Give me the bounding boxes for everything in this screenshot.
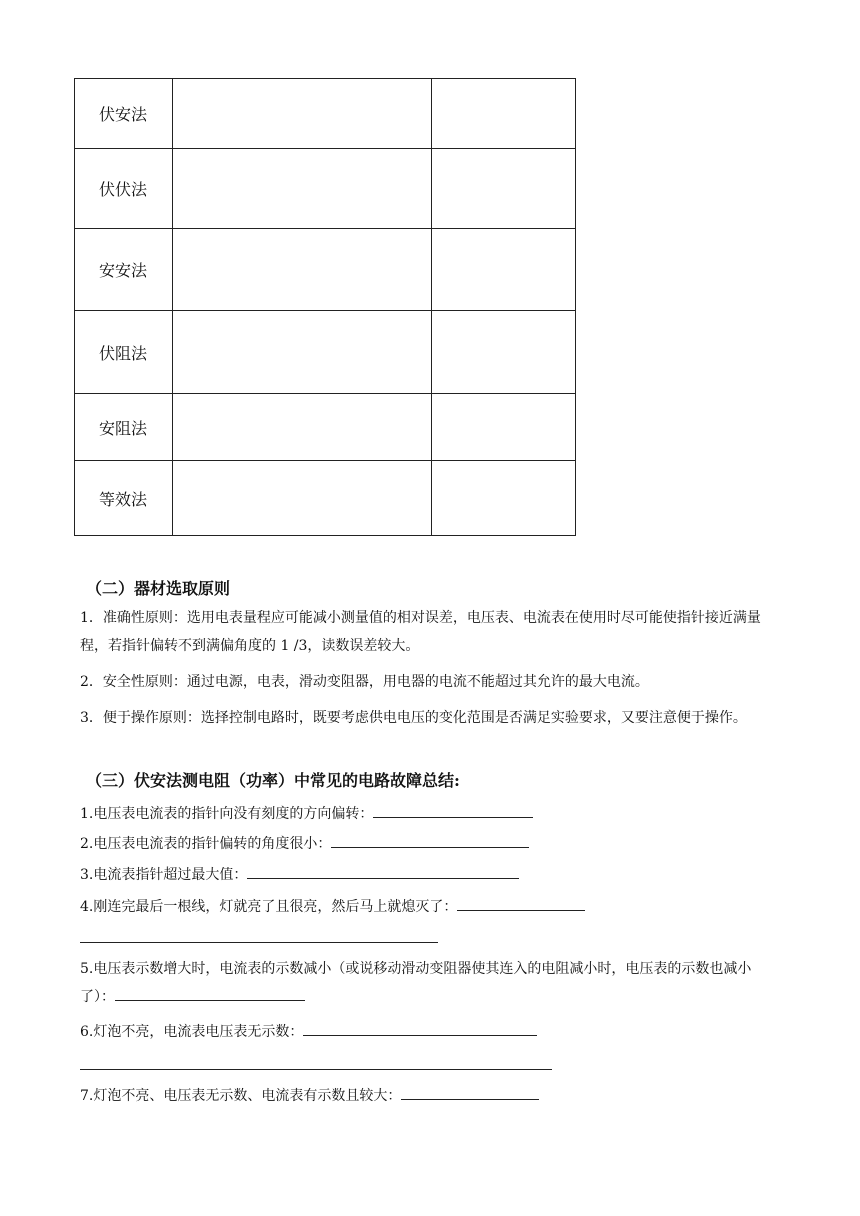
method-label: 安安法 (75, 229, 173, 311)
question-item (80, 803, 533, 823)
question-item (80, 833, 529, 853)
table-row (75, 311, 576, 394)
table-row (75, 394, 576, 461)
section-heading: （三）伏安法测电阻（功率）中常见的电路故障总结: (86, 771, 460, 790)
answer-cell[interactable] (172, 394, 431, 461)
answer-cell[interactable] (172, 229, 431, 311)
question-text: 7.灯泡不亮、电压表无示数、电流表有示数且较大： (80, 1088, 402, 1104)
table-row (75, 149, 576, 229)
question-item (80, 1021, 537, 1041)
method-label: 伏阻法 (75, 311, 173, 394)
question-item (80, 1085, 539, 1105)
answer-blank[interactable] (115, 986, 305, 1001)
method-label: 等效法 (75, 461, 173, 536)
table-row (75, 461, 576, 536)
question-item (80, 955, 780, 1011)
answer-blank[interactable] (457, 896, 585, 911)
question-text: 1.电压表电流表的指针向没有刻度的方向偏转： (80, 806, 374, 822)
question-text: 2.电压表电流表的指针偏转的角度很小： (80, 836, 332, 852)
question-text: 6.灯泡不亮，电流表电压表无示数： (80, 1024, 304, 1040)
answer-cell[interactable] (172, 149, 431, 229)
answer-line[interactable] (80, 942, 438, 943)
answer-line[interactable] (80, 1069, 552, 1070)
question-text: 5.电压表示数增大时，电流表的示数减小（或说移动滑动变阻器使其连入的电阻减小时，电压表的示数也减小了）： (80, 961, 752, 1005)
question-text: 4.刚连完最后一根线，灯就亮了且很亮，然后马上就熄灭了： (80, 899, 458, 915)
answer-cell[interactable] (431, 229, 575, 311)
question-text: 3.电流表指针超过最大值： (80, 867, 248, 883)
answer-cell[interactable] (172, 311, 431, 394)
answer-cell[interactable] (431, 311, 575, 394)
question-item (80, 864, 519, 884)
method-label: 安阻法 (75, 394, 173, 461)
answer-cell[interactable] (431, 394, 575, 461)
paragraph: 1．准确性原则：选用电表量程应可能减小测量值的相对误差，电压表、电流表在使用时尽可能使指针接近满量程，若指针偏转不到满偏角度的 1 /3，读数误差较大。 (80, 610, 761, 654)
table-row (75, 229, 576, 311)
answer-blank[interactable] (247, 864, 519, 879)
answer-cell[interactable] (431, 149, 575, 229)
methods-table (74, 78, 576, 536)
method-label: 伏伏法 (75, 149, 173, 229)
question-item (80, 896, 585, 916)
answer-cell[interactable] (172, 461, 431, 536)
section-heading: （二）器材选取原则 (86, 579, 231, 598)
method-label: 伏安法 (75, 79, 173, 149)
table-row (75, 79, 576, 149)
answer-blank[interactable] (373, 803, 533, 818)
answer-cell[interactable] (172, 79, 431, 149)
answer-blank[interactable] (303, 1021, 537, 1036)
answer-blank[interactable] (401, 1085, 539, 1100)
answer-blank[interactable] (331, 833, 529, 848)
answer-cell[interactable] (431, 79, 575, 149)
answer-cell[interactable] (431, 461, 575, 536)
paragraph: 3．便于操作原则：选择控制电路时，既要考虑供电电压的变化范围是否满足实验要求，又要注意便于操作。 (80, 710, 747, 726)
paragraph: 2．安全性原则：通过电源，电表，滑动变阻器，用电器的电流不能超过其允许的最大电流。 (80, 674, 649, 690)
